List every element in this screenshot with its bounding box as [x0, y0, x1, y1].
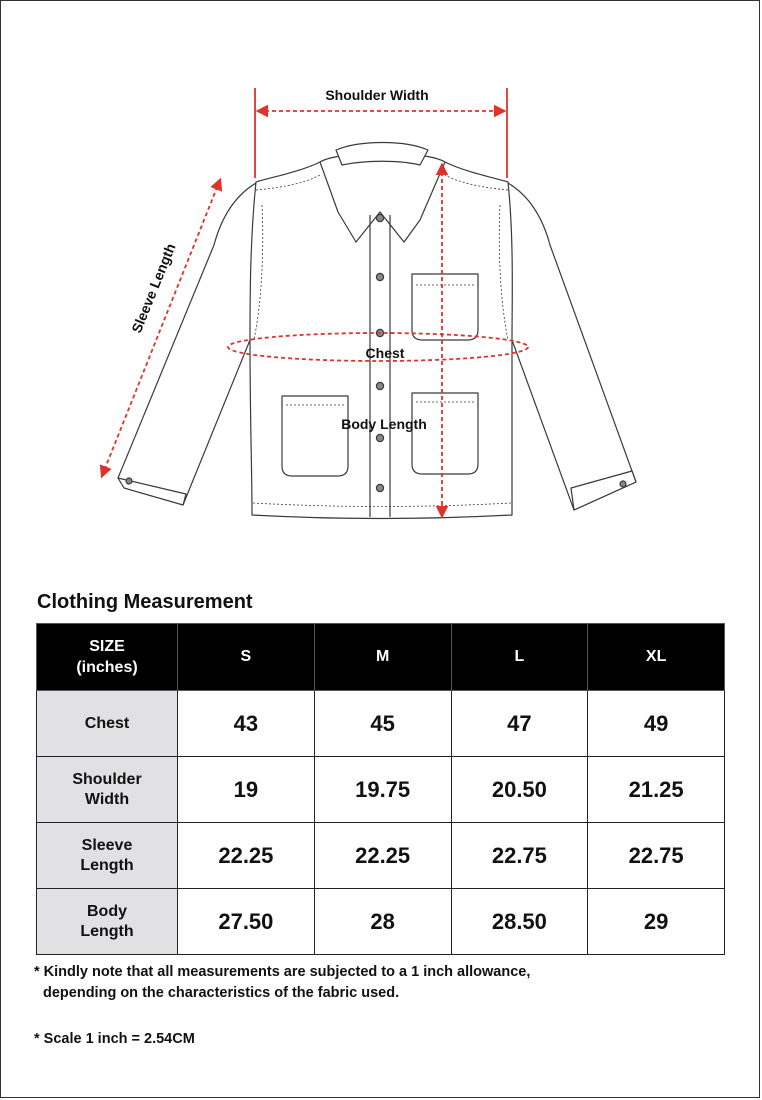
table-cell: 22.75	[588, 823, 725, 889]
table-cell: 27.50	[178, 889, 315, 955]
table-row	[37, 889, 725, 955]
table-cell: 19	[178, 757, 315, 823]
row-label-line1: Sleeve	[81, 836, 133, 854]
allowance-note-line2: depending on the characteristics of the fabric used.	[43, 985, 400, 1001]
jacket-outline	[118, 143, 636, 519]
table-cell: 49	[588, 691, 725, 757]
table-cell: 22.75	[451, 823, 588, 889]
row-label-line2: Width	[84, 790, 130, 808]
table-row	[37, 757, 725, 823]
allowance-note	[34, 962, 530, 1004]
size-header-s: S	[178, 624, 315, 691]
shoulder-width-label: Shoulder Width	[325, 87, 429, 103]
size-header-line1: SIZE	[89, 638, 125, 655]
row-label-line1: Body	[87, 902, 127, 920]
row-label-line2: Length	[80, 922, 134, 940]
table-cell: 43	[178, 691, 315, 757]
table-cell: 22.25	[314, 823, 451, 889]
size-header-cell	[37, 624, 178, 691]
size-header-l: L	[451, 624, 588, 691]
table-cell: 28.50	[451, 889, 588, 955]
table-cell: 45	[314, 691, 451, 757]
table-cell: 22.25	[178, 823, 315, 889]
table-cell: 21.25	[588, 757, 725, 823]
allowance-note-line1: * Kindly note that all measurements are subjected to a 1 inch allowance,	[34, 964, 531, 980]
row-label-line1: Shoulder	[72, 770, 142, 788]
row-label-line2: Length	[80, 856, 134, 874]
sleeve-length-label: Sleeve Length	[128, 241, 179, 336]
body-length-label: Body Length	[341, 416, 427, 432]
table-cell: 20.50	[451, 757, 588, 823]
scale-note: * Scale 1 inch = 2.54CM	[34, 1031, 195, 1047]
size-header-xl: XL	[588, 624, 725, 691]
header-row	[37, 624, 725, 691]
row-label-body-length	[37, 889, 178, 955]
table-title: Clothing Measurement	[37, 591, 253, 613]
row-label-chest	[37, 691, 178, 757]
size-chart-table	[36, 623, 725, 955]
chest-label: Chest	[365, 345, 405, 361]
table-row	[37, 691, 725, 757]
row-label-sleeve-length	[37, 823, 178, 889]
table-cell: 47	[451, 691, 588, 757]
table-cell: 28	[314, 889, 451, 955]
table-row	[37, 823, 725, 889]
size-header-line2: (inches)	[76, 659, 138, 676]
row-label-line1: Chest	[84, 714, 130, 732]
table-cell: 29	[588, 889, 725, 955]
row-label-shoulder-width	[37, 757, 178, 823]
table-cell: 19.75	[314, 757, 451, 823]
size-header-m: M	[314, 624, 451, 691]
